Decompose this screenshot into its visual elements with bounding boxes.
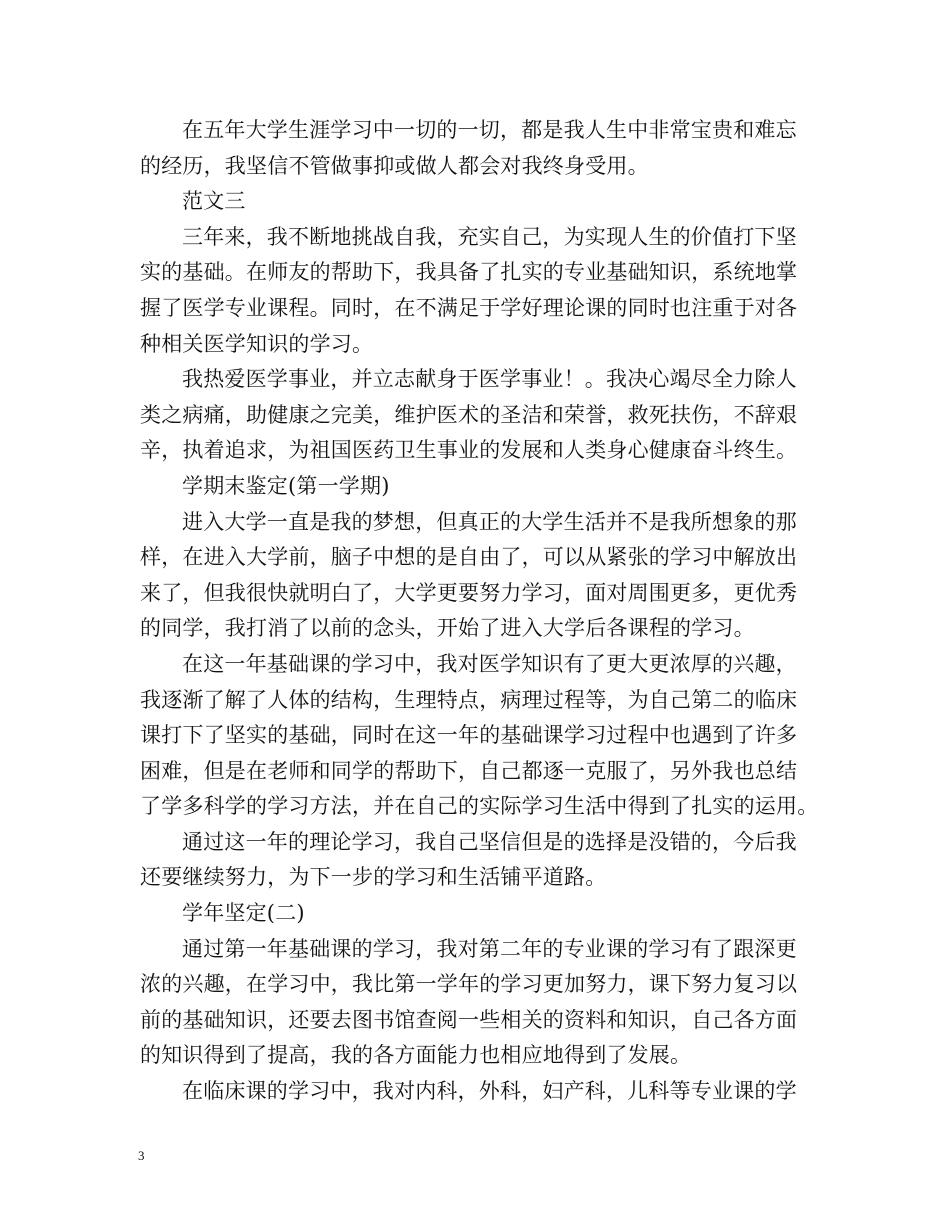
- text-line: 样，在进入大学前，脑子中想的是自由了，可以从紧张的学习中解放出: [140, 545, 798, 570]
- text-line: 在这一年基础课的学习中，我对医学知识有了更大更浓厚的兴趣，: [182, 651, 797, 676]
- text-line: 在五年大学生涯学习中一切的一切，都是我人生中非常宝贵和难忘: [182, 118, 797, 142]
- text-line: 前的基础知识，还要去图书馆查阅一些相关的资料和知识，自己各方面: [140, 1007, 798, 1032]
- text-line: 学期末鉴定(第一学期): [182, 473, 390, 498]
- text-line: 通过这一年的理论学习，我自己坚信但是的选择是没错的，今后我: [182, 829, 797, 854]
- text-line: 在临床课的学习中，我对内科，外科，妇产科，儿科等专业课的学: [182, 1079, 797, 1104]
- text-line: 课打下了坚实的基础，同时在这一年的基础课学习过程中也遇到了许多: [140, 723, 798, 748]
- text-line: 三年来，我不断地挑战自我，充实自己，为实现人生的价值打下坚: [182, 224, 797, 249]
- text-line: 还要继续努力，为下一步的学习和生活铺平道路。: [140, 865, 607, 890]
- text-line: 的同学，我打消了以前的念头，开始了进入大学后各课程的学习。: [140, 616, 755, 641]
- text-line: 我逐渐了解了人体的结构，生理特点，病理过程等，为自己第二的临床: [140, 687, 798, 712]
- text-line: 种相关医学知识的学习。: [140, 331, 374, 356]
- text-line: 通过第一年基础课的学习，我对第二年的专业课的学习有了跟深更: [182, 936, 797, 961]
- text-line: 的经历，我坚信不管做事抑或做人都会对我终身受用。: [140, 153, 649, 178]
- text-line: 握了医学专业课程。同时，在不满足于学好理论课的同时也注重于对各: [140, 295, 798, 320]
- text-line: 辛，执着追求，为祖国医药卫生事业的发展和人类身心健康奋斗终生。: [140, 438, 798, 463]
- text-line: 范文三: [182, 189, 246, 214]
- text-line: 进入大学一直是我的梦想，但真正的大学生活并不是我所想象的那: [182, 509, 797, 534]
- text-line: 来了，但我很快就明白了，大学更要努力学习，面对周围更多，更优秀: [140, 580, 798, 605]
- page-number: 3: [138, 1148, 145, 1163]
- text-line: 学年坚定(二): [182, 901, 305, 926]
- text-line: 的知识得到了提高，我的各方面能力也相应地得到了发展。: [140, 1043, 692, 1068]
- text-line: 了学多科学的学习方法，并在自己的实际学习生活中得到了扎实的运用。: [140, 794, 819, 819]
- text-line: 实的基础。在师友的帮助下，我具备了扎实的专业基础知识，系统地掌: [140, 260, 798, 285]
- text-line: 类之病痛，助健康之完美，维护医术的圣洁和荣誉，救死扶伤，不辞艰: [140, 402, 798, 427]
- document-body: [140, 113, 819, 1110]
- text-line: 困难，但是在老师和同学的帮助下，自己都逐一克服了，另外我也总结: [140, 758, 798, 783]
- text-line: 我热爱医学事业，并立志献身于医学事业！。我决心竭尽全力除人: [182, 367, 797, 392]
- text-line: 浓的兴趣，在学习中，我比第一学年的学习更加努力，课下努力复习以: [140, 972, 798, 997]
